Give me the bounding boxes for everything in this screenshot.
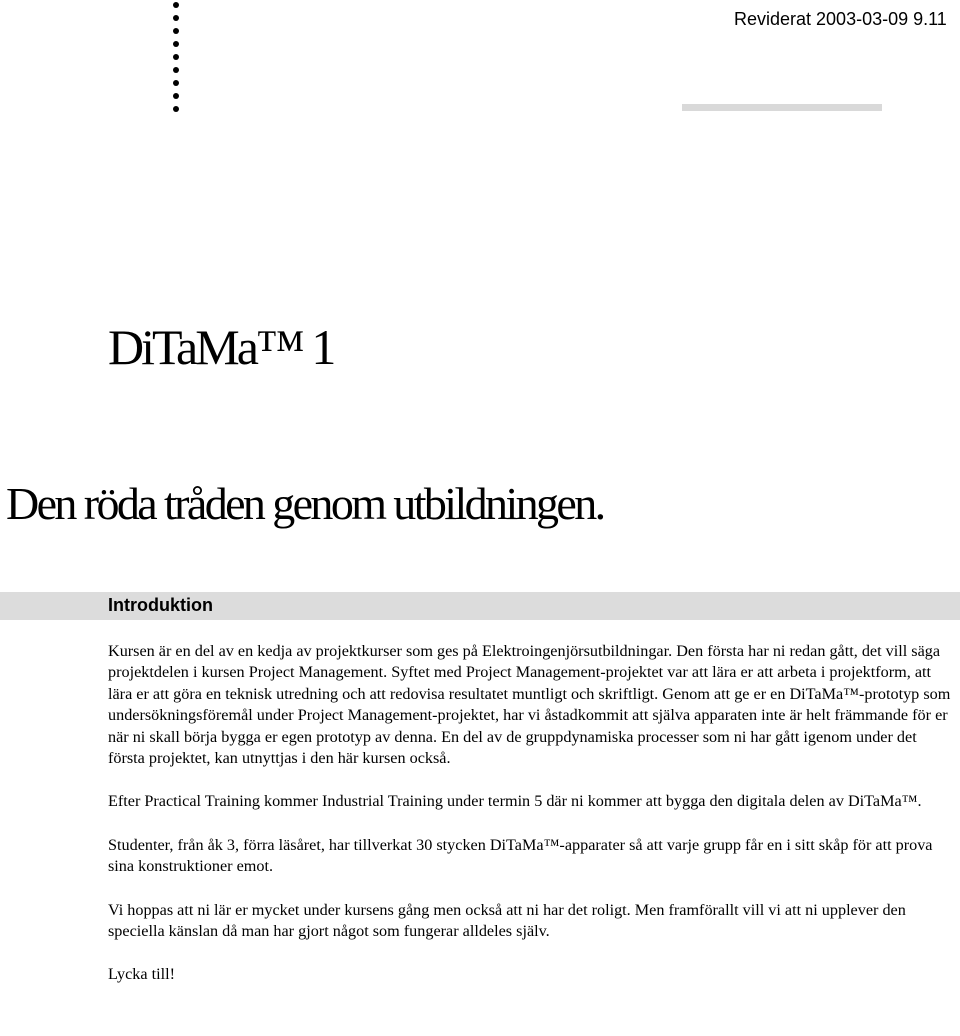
- dot: [173, 106, 179, 112]
- document-subtitle: Den röda tråden genom utbildningen.: [6, 478, 604, 529]
- paragraph: Vi hoppas att ni lär er mycket under kursens gång men också att ni har det roligt. Men framförallt vill vi att ni upplever den speciella känslan då man har gjort något som fungerar alldeles själv.: [108, 900, 906, 941]
- dot: [173, 2, 179, 8]
- paragraph: Studenter, från åk 3, förra läsåret, har tillverkat 30 stycken DiTaMa™-apparater så att varje grupp får en i sitt skåp för att prova sina konstruktioner emot.: [108, 835, 933, 876]
- dot: [173, 80, 179, 86]
- dot: [173, 67, 179, 73]
- revision-date: Reviderat 2003-03-09 9.11: [734, 9, 947, 29]
- section-heading: Introduktion: [108, 595, 213, 615]
- dot: [173, 54, 179, 60]
- document-title: DiTaMa™ 1: [108, 319, 334, 375]
- body-text: [108, 641, 952, 986]
- dot: [173, 41, 179, 47]
- dot: [173, 15, 179, 21]
- margin-dot-leader: [172, 2, 180, 114]
- header-rule: [682, 104, 882, 111]
- paragraph: Kursen är en del av en kedja av projektkurser som ges på Elektroingenjörsutbildningar. Den första har ni redan gått, det vill säga projektdelen i kursen Project Management. Syftet med Project Management-projektet var att lära er att arbeta i projektform, att lära er att göra en teknisk utredning och att redovisa resultatet muntligt och skriftligt. Genom att ge er en DiTaMa™-prototyp som undersökningsföremål under Project Management-projektet, har vi åstadkommit att själva apparaten inte är helt främmande för er när ni skall börja bygga er egen prototyp av denna. En del av de gruppdynamiska processer som ni har gått igenom under det första projektet, kan utnyttjas i den här kursen också.: [108, 642, 951, 768]
- dot: [173, 28, 179, 34]
- closing-line: Lycka till!: [108, 965, 175, 984]
- paragraph: Efter Practical Training kommer Industrial Training under termin 5 där ni kommer att bygga den digitala delen av DiTaMa™.: [108, 792, 922, 811]
- dot: [173, 93, 179, 99]
